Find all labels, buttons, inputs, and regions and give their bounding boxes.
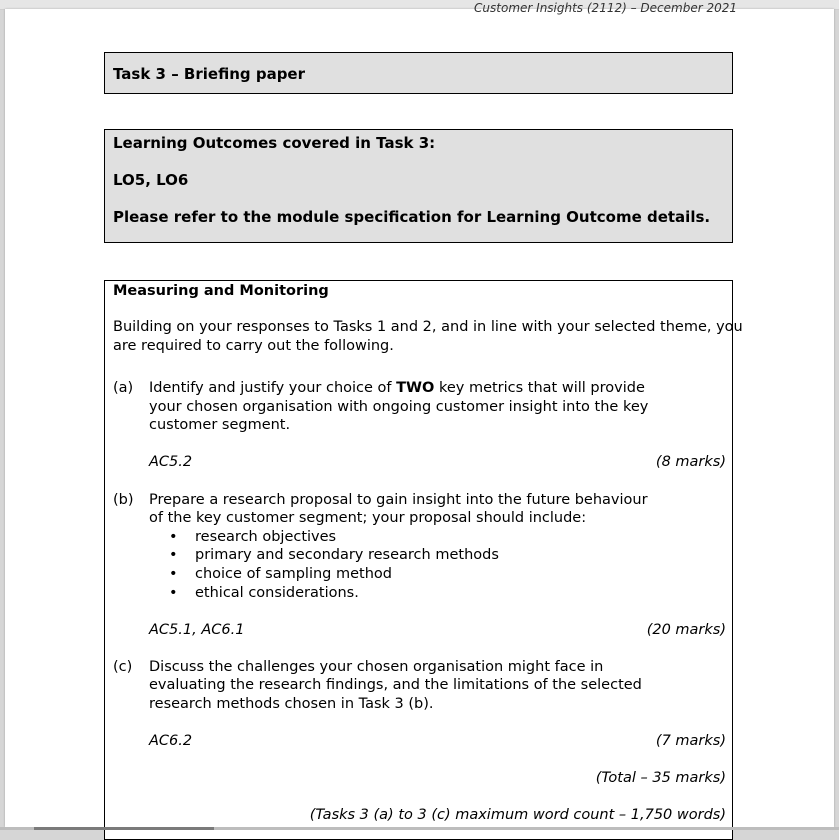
part-a-line-3: customer segment. xyxy=(149,417,291,433)
part-b-line-1: Prepare a research proposal to gain insight into the future behaviour xyxy=(149,492,648,508)
bullet-icon: • xyxy=(169,585,178,601)
part-a-label: (a) xyxy=(113,380,134,396)
list-item: • choice of sampling method xyxy=(169,566,392,582)
task-title: Task 3 – Briefing paper xyxy=(113,65,305,83)
word-count: (Tasks 3 (a) to 3 (c) maximum word count – 1,750 words) xyxy=(309,807,726,823)
running-header: Customer Insights (2112) – December 2021 xyxy=(474,1,737,15)
part-b-label: (b) xyxy=(113,492,134,508)
task-content-box xyxy=(104,280,743,840)
task-title-box xyxy=(104,52,733,94)
horizontal-scrollbar[interactable] xyxy=(0,827,839,830)
part-b-assessment-criteria: AC5.1, AC6.1 xyxy=(149,622,245,638)
part-c-assessment-criteria: AC6.2 xyxy=(149,733,193,749)
list-item: • ethical considerations. xyxy=(169,585,359,601)
document-page xyxy=(5,1,834,827)
learning-outcomes-note: Please refer to the module specification for Learning Outcome details. xyxy=(113,208,711,226)
part-c-marks: (7 marks) xyxy=(655,733,726,749)
part-b-marks: (20 marks) xyxy=(646,622,726,638)
part-c-line-2: evaluating the research findings, and the limitations of the selected xyxy=(149,677,642,693)
scrollbar-thumb[interactable] xyxy=(34,827,214,830)
intro-text-line-2: are required to carry out the following. xyxy=(113,338,394,354)
emphasis-two: TWO xyxy=(396,380,435,396)
bullet-icon: • xyxy=(169,547,178,563)
learning-outcomes-box xyxy=(104,129,733,243)
section-heading: Measuring and Monitoring xyxy=(113,283,329,299)
part-a-line-2: your chosen organisation with ongoing customer insight into the key xyxy=(149,399,649,415)
list-item: • primary and secondary research methods xyxy=(169,547,499,563)
intro-text-line-1: Building on your responses to Tasks 1 and 2, and in line with your selected theme, you xyxy=(113,319,743,335)
part-c-line-3: research methods chosen in Task 3 (b). xyxy=(149,696,434,712)
part-a-line-1: Identify and justify your choice of TWO key metrics that will provide xyxy=(149,380,645,396)
learning-outcomes-heading: Learning Outcomes covered in Task 3: xyxy=(113,134,436,152)
learning-outcomes-codes: LO5, LO6 xyxy=(113,171,189,189)
total-marks: (Total – 35 marks) xyxy=(595,770,726,786)
list-item: • research objectives xyxy=(169,529,337,545)
part-a-assessment-criteria: AC5.2 xyxy=(149,454,193,470)
bullet-icon: • xyxy=(169,566,178,582)
part-b-line-2: of the key customer segment; your proposal should include: xyxy=(149,510,587,526)
part-c-line-1: Discuss the challenges your chosen organisation might face in xyxy=(149,659,604,675)
bullet-icon: • xyxy=(169,529,178,545)
part-c-label: (c) xyxy=(113,659,133,675)
part-a-marks: (8 marks) xyxy=(655,454,726,470)
